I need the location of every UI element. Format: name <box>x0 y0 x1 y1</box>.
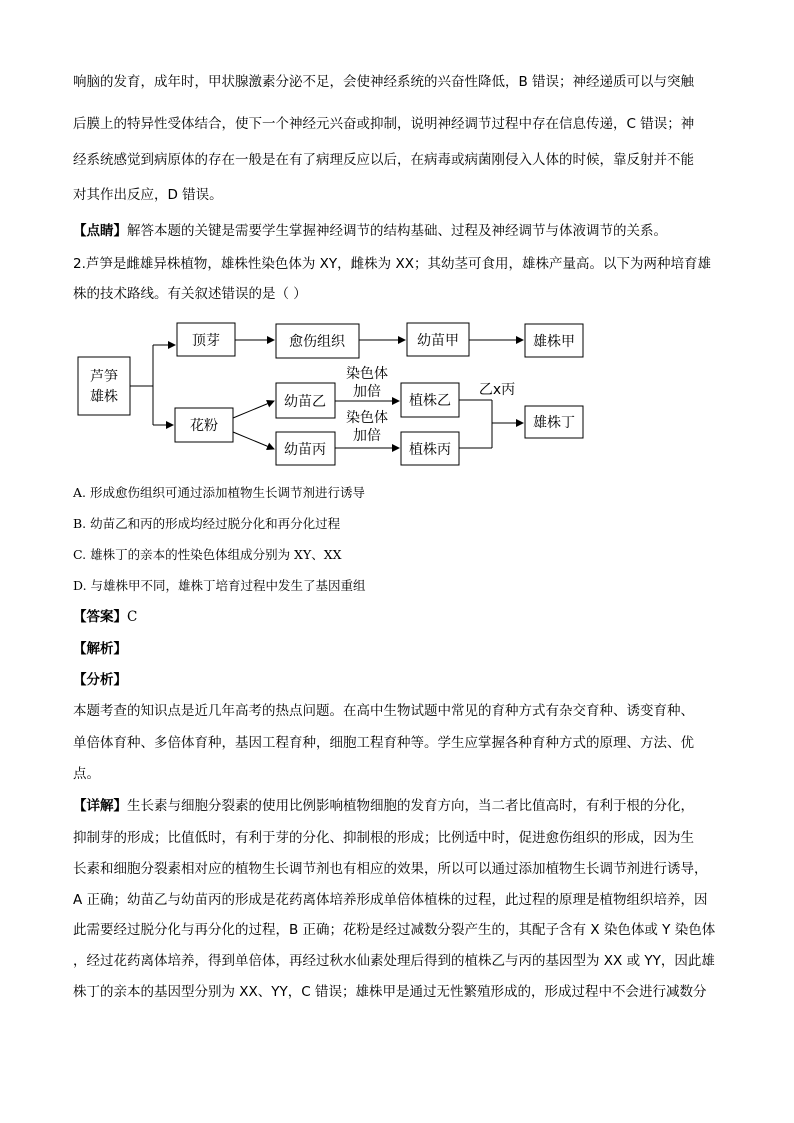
jiexi-heading: 【解析】 <box>73 641 127 657</box>
xiangjie-first: 生长素与细胞分裂素的使用比例影响植物细胞的发育方向，当二者比值高时，有利于根的分化， <box>127 798 694 814</box>
huafen-label: 花粉 <box>190 418 218 434</box>
body-text-line: 后膜上的特异性受体结合，使下一个神经元兴奋或抑制，说明神经调节过程中存在信息传递，C 错误；神 <box>73 116 695 132</box>
xiangjie-text-line: ，经过花药离体培养，得到单倍体，再经过秋水仙素处理后得到的植株乙与丙的基因型为 XX 或 YY，因此雄 <box>73 953 715 969</box>
dianjing-text: 解答本题的关键是需要学生掌握神经调节的结构基础、过程及神经调节与体液调节的关系。 <box>127 223 667 239</box>
youmiao-yi-label: 幼苗乙 <box>284 394 326 410</box>
dianjing-label: 【点睛】 <box>73 223 127 239</box>
answer-label: 【答案】 <box>73 609 127 625</box>
fenxi-text-line: 点。 <box>73 766 100 782</box>
yushang-label: 愈伤组织 <box>289 334 345 350</box>
start-label-1: 芦笋 <box>90 369 118 385</box>
option-c: C. 雄株丁的亲本的性染色体组成分别为 XY、XX <box>73 547 342 562</box>
xiongzhu-jia-label: 雄株甲 <box>533 334 575 350</box>
fenxi-text-line: 本题考查的知识点是近几年高考的热点问题。在高中生物试题中常见的育种方式有杂交育种、诱变育种、 <box>73 703 694 719</box>
body-text-line: 对其作出反应，D 错误。 <box>73 187 223 203</box>
option-b: B. 幼苗乙和丙的形成均经过脱分化和再分化过程 <box>73 516 341 531</box>
doubling-bottom-1: 染色体 <box>346 410 388 426</box>
question-line: 株的技术路线。有关叙述错误的是（ ） <box>73 286 307 302</box>
xiangjie-label: 【详解】 <box>73 798 127 814</box>
xiangjie-text-line: 株丁的亲本的基因型分别为 XX、YY，C 错误；雄株甲是通过无性繁殖形成的，形成过程中不会进行减数分 <box>73 984 707 1000</box>
youmiao-jia-label: 幼苗甲 <box>417 333 459 349</box>
xiongzhu-ding-label: 雄株丁 <box>533 415 575 431</box>
xiangjie-text-line: 此需要经过脱分化与再分化的过程，B 正确；花粉是经过减数分裂产生的，其配子含有 X 染色体或 Y 染色体 <box>73 922 716 938</box>
zhizhu-yi-label: 植株乙 <box>409 393 451 409</box>
doubling-top-2: 加倍 <box>353 384 381 400</box>
breeding-diagram <box>0 300 794 490</box>
box-start <box>78 357 130 415</box>
xiangjie-text-line: 长素和细胞分裂素相对应的植物生长调节剂也有相应的效果，所以可以通过添加植物生长调节剂进行诱导， <box>73 861 708 877</box>
zhizhu-bing-label: 植株丙 <box>409 442 451 458</box>
doubling-top-1: 染色体 <box>346 366 388 382</box>
body-text-line: 经系统感觉到病原体的存在一般是在有了病理反应以后，在病毒或病菌刚侵入人体的时候，靠反射并不能 <box>73 152 694 168</box>
fenxi-text-line: 单倍体育种、多倍体育种，基因工程育种，细胞工程育种等。学生应掌握各种育种方式的原理、方法、优 <box>73 735 694 751</box>
answer-value: C <box>127 609 138 625</box>
dianjing-line <box>73 221 667 241</box>
start-label-2: 雄株 <box>90 389 118 405</box>
option-a: A. 形成愈伤组织可通过添加植物生长调节剂进行诱导 <box>73 485 365 500</box>
answer-line <box>73 607 137 627</box>
option-d: D. 与雄株甲不同，雄株丁培育过程中发生了基因重组 <box>73 578 366 593</box>
cross-label: 乙x丙 <box>478 382 516 398</box>
body-text-line: 响脑的发育，成年时，甲状腺激素分泌不足，会使神经系统的兴奋性降低，B 错误；神经递质可以与突触 <box>73 74 695 90</box>
dingya-label: 顶芽 <box>192 333 220 349</box>
fenxi-heading: 【分析】 <box>73 672 127 688</box>
xiangjie-text-line: 抑制芽的形成；比值低时，有利于芽的分化、抑制根的形成；比例适中时，促进愈伤组织的形成，因为生 <box>73 830 694 846</box>
xiangjie-line <box>73 796 694 816</box>
xiangjie-text-line: A 正确；幼苗乙与幼苗丙的形成是花药离体培养形成单倍体植株的过程，此过程的原理是植物组织培养，因 <box>73 892 708 908</box>
doubling-bottom-2: 加倍 <box>353 428 381 444</box>
youmiao-bing-label: 幼苗丙 <box>284 442 326 458</box>
question-line: 2.芦笋是雌雄异株植物，雄株性染色体为 XY，雌株为 XX；其幼茎可食用，雄株产量高。以下为两种培育雄 <box>73 256 711 272</box>
